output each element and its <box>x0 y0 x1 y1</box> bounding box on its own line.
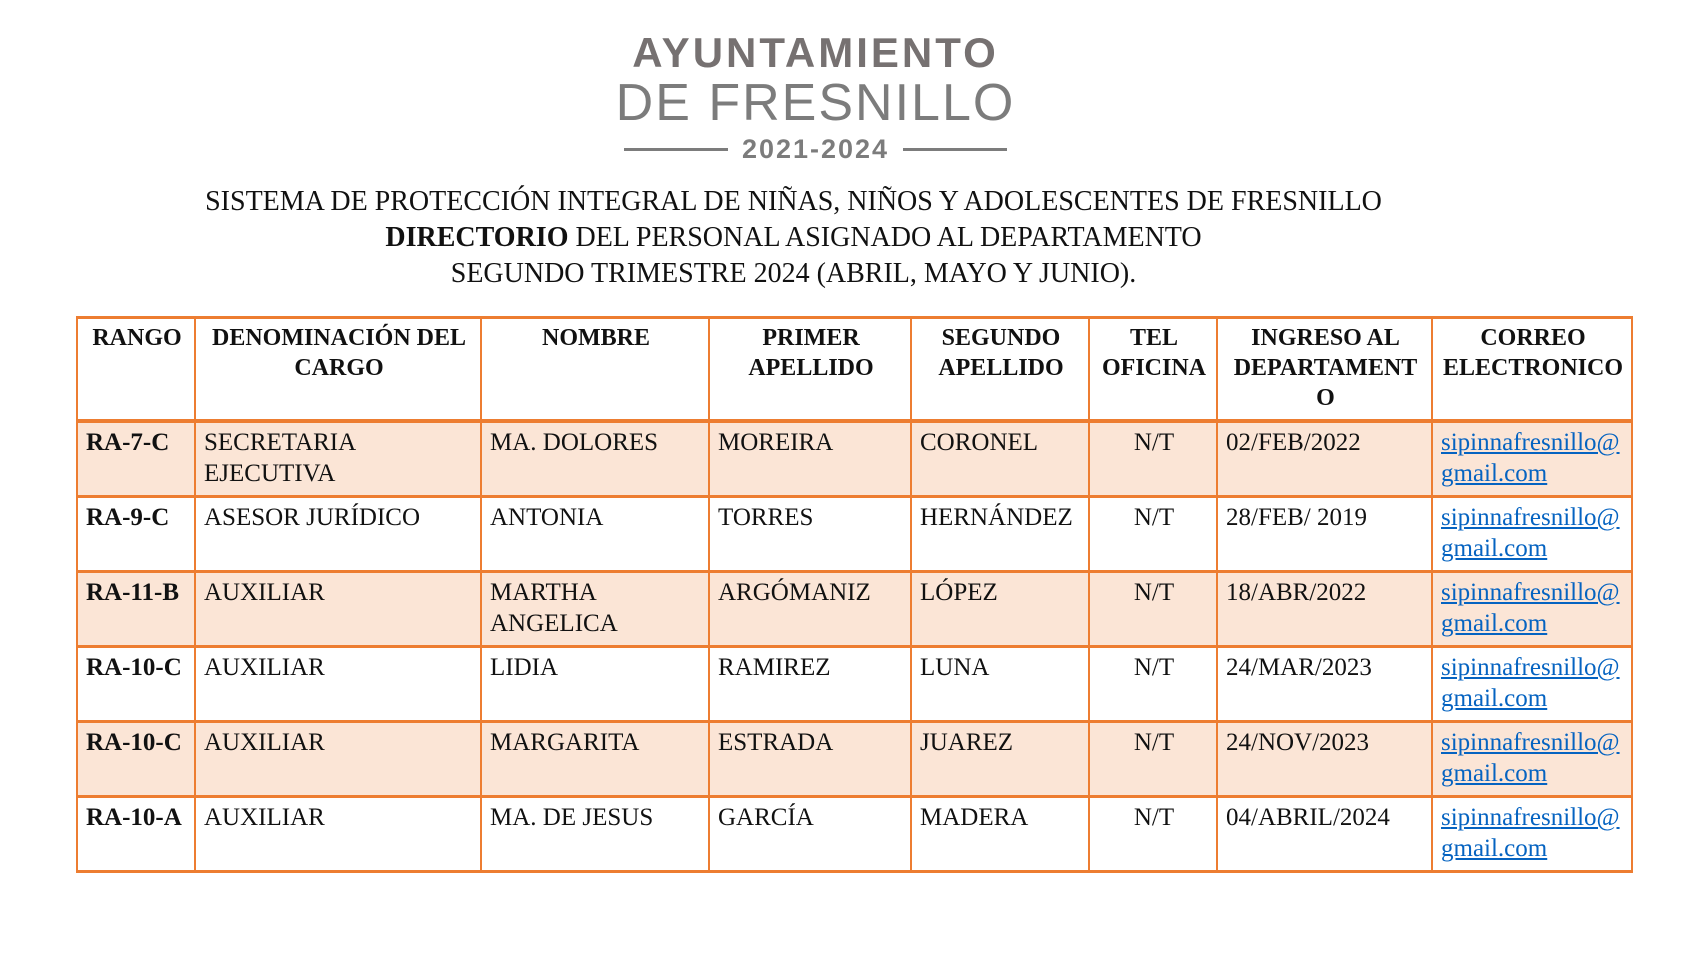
cell-rango: RA-9-C <box>77 497 195 572</box>
cell-nombre: MA. DOLORES <box>481 421 709 497</box>
cell-primer-apellido: MOREIRA <box>709 421 911 497</box>
cell-segundo-apellido: HERNÁNDEZ <box>911 497 1089 572</box>
cell-tel-oficina: N/T <box>1089 572 1217 647</box>
email-link[interactable]: sipinnafresnillo@gmail.com <box>1441 429 1620 487</box>
logo-name: AYUNTAMIENTO <box>632 29 999 76</box>
cell-cargo: SECRETARIA EJECUTIVA <box>195 421 481 497</box>
cell-rango: RA-10-C <box>77 647 195 722</box>
table-row <box>77 421 1632 497</box>
city-logo <box>0 0 1669 164</box>
cell-ingreso: 02/FEB/2022 <box>1217 421 1432 497</box>
personnel-directory-table <box>76 316 1633 873</box>
cell-tel-oficina: N/T <box>1089 421 1217 497</box>
title-line-3: SEGUNDO TRIMESTRE 2024 (ABRIL, MAYO Y JUNIO). <box>450 258 1137 289</box>
logo-subname: DE FRESNILLO <box>615 74 1016 132</box>
email-link[interactable]: sipinnafresnillo@gmail.com <box>1441 504 1620 562</box>
cell-tel-oficina: N/T <box>1089 497 1217 572</box>
cell-rango: RA-10-A <box>77 797 195 872</box>
logo-rule-left <box>624 148 728 151</box>
cell-cargo: AUXILIAR <box>195 722 481 797</box>
logo-years-row <box>0 134 1669 164</box>
cell-ingreso: 28/FEB/ 2019 <box>1217 497 1432 572</box>
cell-segundo-apellido: MADERA <box>911 797 1089 872</box>
cell-correo <box>1432 797 1632 872</box>
column-header-cargo: DENOMINACIÓN DEL CARGO <box>195 318 481 422</box>
cell-correo <box>1432 572 1632 647</box>
cell-correo <box>1432 421 1632 497</box>
cell-segundo-apellido: CORONEL <box>911 421 1089 497</box>
cell-segundo-apellido: JUAREZ <box>911 722 1089 797</box>
cell-ingreso: 24/NOV/2023 <box>1217 722 1432 797</box>
cell-cargo: AUXILIAR <box>195 572 481 647</box>
cell-primer-apellido: ARGÓMANIZ <box>709 572 911 647</box>
cell-nombre: MARGARITA <box>481 722 709 797</box>
cell-ingreso: 24/MAR/2023 <box>1217 647 1432 722</box>
cell-nombre: MARTHA ANGELICA <box>481 572 709 647</box>
cell-correo <box>1432 647 1632 722</box>
cell-tel-oficina: N/T <box>1089 722 1217 797</box>
cell-correo <box>1432 722 1632 797</box>
column-header-correo: CORREO ELECTRONICO <box>1432 318 1632 422</box>
table-header-row <box>77 318 1632 422</box>
email-link[interactable]: sipinnafresnillo@gmail.com <box>1441 579 1620 637</box>
cell-correo <box>1432 497 1632 572</box>
cell-segundo-apellido: LUNA <box>911 647 1089 722</box>
title-line-2-rest: DEL PERSONAL ASIGNADO AL DEPARTAMENTO <box>568 222 1202 253</box>
column-header-nombre: NOMBRE <box>481 318 709 422</box>
cell-tel-oficina: N/T <box>1089 797 1217 872</box>
email-link[interactable]: sipinnafresnillo@gmail.com <box>1441 729 1620 787</box>
table-row <box>77 497 1632 572</box>
cell-primer-apellido: RAMIREZ <box>709 647 911 722</box>
cell-tel-oficina: N/T <box>1089 647 1217 722</box>
table-row <box>77 647 1632 722</box>
document-title <box>0 184 1647 292</box>
cell-nombre: MA. DE JESUS <box>481 797 709 872</box>
column-header-primer-apellido: PRIMER APELLIDO <box>709 318 911 422</box>
cell-nombre: LIDIA <box>481 647 709 722</box>
cell-rango: RA-7-C <box>77 421 195 497</box>
cell-cargo: ASESOR JURÍDICO <box>195 497 481 572</box>
table-row <box>77 722 1632 797</box>
cell-ingreso: 18/ABR/2022 <box>1217 572 1432 647</box>
cell-segundo-apellido: LÓPEZ <box>911 572 1089 647</box>
table-row <box>77 572 1632 647</box>
column-header-segundo-apellido: SEGUNDO APELLIDO <box>911 318 1089 422</box>
title-line-2 <box>0 220 1647 256</box>
column-header-ingreso: INGRESO AL DEPARTAMENTO <box>1217 318 1432 422</box>
cell-primer-apellido: GARCÍA <box>709 797 911 872</box>
cell-rango: RA-11-B <box>77 572 195 647</box>
cell-cargo: AUXILIAR <box>195 797 481 872</box>
column-header-rango: RANGO <box>77 318 195 422</box>
cell-cargo: AUXILIAR <box>195 647 481 722</box>
logo-rule-right <box>903 148 1007 151</box>
cell-nombre: ANTONIA <box>481 497 709 572</box>
cell-primer-apellido: TORRES <box>709 497 911 572</box>
title-line-1: SISTEMA DE PROTECCIÓN INTEGRAL DE NIÑAS, NIÑOS Y ADOLESCENTES DE FRESNILLO <box>205 186 1382 217</box>
logo-years-text: 2021-2024 <box>741 133 890 164</box>
table-row <box>77 797 1632 872</box>
column-header-tel-oficina: TEL OFICINA <box>1089 318 1217 422</box>
cell-ingreso: 04/ABRIL/2024 <box>1217 797 1432 872</box>
cell-rango: RA-10-C <box>77 722 195 797</box>
cell-primer-apellido: ESTRADA <box>709 722 911 797</box>
title-line-2-bold: DIRECTORIO <box>385 222 569 253</box>
email-link[interactable]: sipinnafresnillo@gmail.com <box>1441 654 1620 712</box>
email-link[interactable]: sipinnafresnillo@gmail.com <box>1441 804 1620 862</box>
